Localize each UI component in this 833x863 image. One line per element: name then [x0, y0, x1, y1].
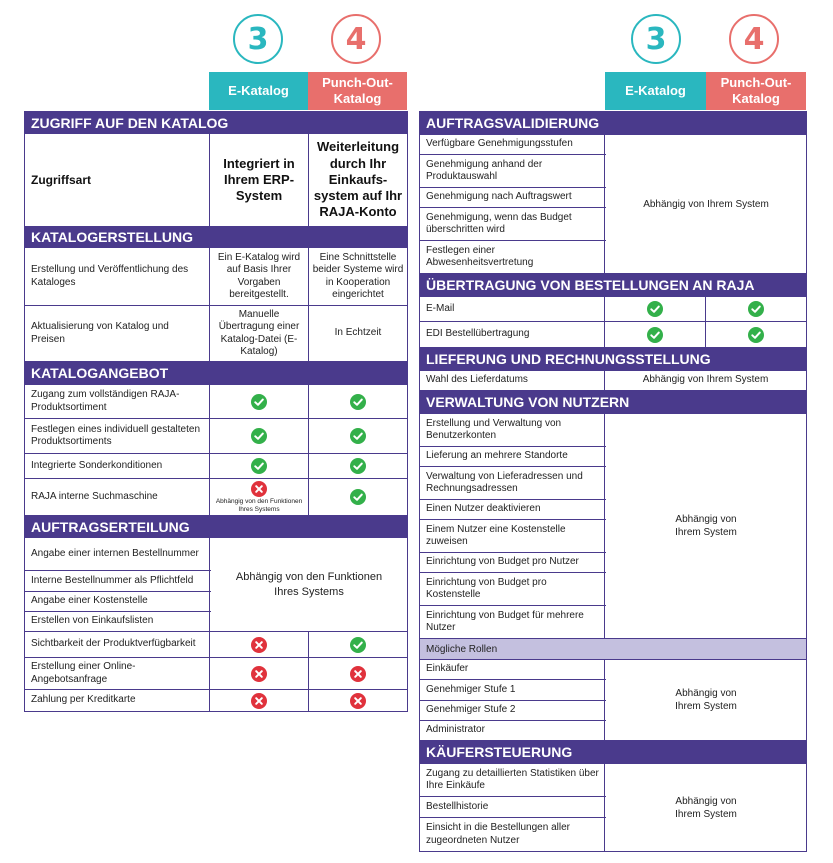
row-label: Integrierte Sonderkonditionen	[25, 454, 210, 478]
row-suchmaschine	[25, 479, 407, 516]
row-label: Angabe einer internen Bestellnummer	[25, 538, 210, 570]
row-sortiment	[25, 385, 407, 419]
row-label: Administrator	[420, 721, 605, 740]
ekatalog-value	[605, 322, 706, 347]
row-label: Festlegen eines individuell gestalteten Produktsortiments	[25, 419, 210, 453]
row-label: Interne Bestellnummer als Pflichtfeld	[25, 571, 210, 591]
row-label: Wahl des Lieferdatums	[420, 371, 605, 390]
punchout-value: Weiterleitung durch Ihr Einkaufs-system auf Ihr RAJA-Konto	[313, 139, 403, 220]
ekatalog-value	[210, 454, 309, 478]
cell-note: Abhängig von den Funktionen Ihres Systems	[215, 498, 303, 513]
check-icon	[350, 458, 366, 474]
row-label: Angabe einer Kostenstelle	[25, 592, 210, 611]
row-label: Genehmigung nach Auftragswert	[420, 188, 605, 207]
check-icon	[350, 394, 366, 410]
row-label: Genehmiger Stufe 2	[420, 701, 605, 720]
row-label: Erstellung und Veröffentlichung des Kataloges	[25, 248, 210, 305]
punchout-value	[309, 419, 407, 453]
col-head-ekatalog-right: E-Katalog	[605, 72, 706, 110]
row-label: E-Mail	[420, 297, 605, 321]
row-edi	[420, 322, 806, 348]
row-label: Genehmiger Stufe 1	[420, 680, 605, 700]
row-label: Einsicht in die Bestellungen aller zugeordneten Nutzer	[420, 818, 605, 851]
row-label: Einrichtung von Budget pro Kostenstelle	[420, 573, 605, 605]
punchout-value	[309, 690, 407, 711]
punchout-value	[309, 658, 407, 689]
cross-icon	[350, 666, 366, 682]
check-icon	[251, 428, 267, 444]
ekatalog-value: Integriert in Ihrem ERP-System	[210, 134, 309, 226]
left-comparison-table	[24, 111, 408, 712]
section-katalogerstellung: KATALOGERSTELLUNG	[25, 227, 407, 248]
badge-3-right: 3	[631, 14, 681, 64]
row-label: Lieferung an mehrere Standorte	[420, 447, 605, 466]
col-head-punchout-left: Punch-Out- Katalog	[308, 72, 407, 110]
badge-4-right: 4	[729, 14, 779, 64]
right-comparison-table	[419, 111, 807, 852]
ekatalog-value	[210, 479, 309, 515]
row-label: Einen Nutzer deaktivieren	[420, 500, 605, 519]
punchout-value	[309, 454, 407, 478]
check-icon	[647, 327, 663, 343]
cross-icon	[251, 637, 267, 653]
section-katalogangebot: KATALOGANGEBOT	[25, 362, 407, 385]
row-angebotsanfrage	[25, 658, 407, 690]
check-icon	[350, 637, 366, 653]
row-erstellung	[25, 248, 407, 306]
row-label: Festlegen einer Abwesenheitsvertretung	[420, 241, 605, 273]
subheader-rollen: Mögliche Rollen	[420, 639, 806, 660]
check-icon	[251, 394, 267, 410]
punchout-value: In Echtzeit	[334, 327, 382, 339]
section-kaeufersteuerung: KÄUFERSTEUERUNG	[420, 741, 806, 764]
row-label: RAJA interne Suchmaschine	[25, 479, 210, 515]
punchout-value	[309, 479, 407, 515]
cross-icon	[251, 693, 267, 709]
cross-icon	[350, 693, 366, 709]
punchout-value	[309, 632, 407, 657]
row-label: Genehmigung, wenn das Budget überschritten wird	[420, 208, 605, 240]
punchout-value	[309, 385, 407, 418]
row-individuell	[25, 419, 407, 454]
row-label: Zugriffsart	[25, 134, 210, 226]
col-head-punchout-right: Punch-Out- Katalog	[706, 72, 806, 110]
row-label: Aktualisierung von Katalog und Preisen	[25, 306, 210, 361]
punchout-value	[706, 297, 806, 321]
row-label: Zahlung per Kreditkarte	[25, 690, 210, 711]
row-label: Erstellen von Einkaufslisten	[25, 612, 210, 631]
check-icon	[647, 301, 663, 317]
merged-kaeufersteuerung: Abhängig von Ihrem System	[606, 764, 806, 851]
merged-rollen: Abhängig von Ihrem System	[606, 660, 806, 740]
check-icon	[748, 327, 764, 343]
check-icon	[350, 489, 366, 505]
ekatalog-value	[605, 297, 706, 321]
ekatalog-value	[210, 632, 309, 657]
section-zugriff: ZUGRIFF AUF DEN KATALOG	[25, 112, 407, 134]
cross-icon	[251, 481, 267, 497]
check-icon	[748, 301, 764, 317]
ekatalog-value	[210, 690, 309, 711]
row-label: Genehmigung anhand der Produktauswahl	[420, 155, 605, 187]
badge-3-left: 3	[233, 14, 283, 64]
row-kreditkarte	[25, 690, 407, 711]
merged-auftragsvalidierung: Abhängig von Ihrem System	[606, 135, 806, 273]
cross-icon	[251, 666, 267, 682]
row-label: Verwaltung von Lieferadressen und Rechnungsadressen	[420, 467, 605, 499]
check-icon	[251, 458, 267, 474]
row-label: Einkäufer	[420, 660, 605, 679]
row-label: Verfügbare Genehmigungsstufen	[420, 135, 605, 154]
row-label: Einem Nutzer eine Kostenstelle zuweisen	[420, 520, 605, 552]
row-label: Einrichtung von Budget für mehrere Nutzer	[420, 606, 605, 638]
row-label: EDI Bestellübertragung	[420, 322, 605, 347]
check-icon	[350, 428, 366, 444]
row-label: Zugang zu detaillierten Statistiken über Ihre Einkäufe	[420, 764, 605, 796]
ekatalog-value	[210, 419, 309, 453]
punchout-value	[706, 322, 806, 347]
merged-auftragserteilung: Abhängig von den Funktionen Ihres Systems	[211, 538, 407, 631]
row-label: Bestellhistorie	[420, 797, 605, 817]
ekatalog-value: Manuelle Übertragung einer Katalog-Datei (E-Katalog)	[210, 306, 309, 361]
row-label: Sichtbarkeit der Produktverfügbarkeit	[25, 632, 210, 657]
section-auftragsvalidierung: AUFTRAGSVALIDIERUNG	[420, 112, 806, 135]
col-head-ekatalog-left: E-Katalog	[209, 72, 308, 110]
punchout-value: Eine Schnittstelle beider Systeme wird in Kooperation eingerichtet	[312, 251, 404, 300]
ekatalog-value	[210, 658, 309, 689]
row-aktualisierung	[25, 306, 407, 362]
row-lieferdatum	[420, 371, 806, 391]
row-label: Erstellung und Verwaltung von Benutzerkonten	[420, 414, 605, 446]
row-email	[420, 297, 806, 322]
ekatalog-value	[210, 385, 309, 418]
section-verwaltung: VERWALTUNG VON NUTZERN	[420, 391, 806, 414]
merged-value: Abhängig von Ihrem System	[642, 374, 769, 386]
row-produktverfuegbarkeit	[25, 632, 407, 658]
row-label: Erstellung einer Online-Angebotsanfrage	[25, 658, 210, 689]
row-zugriffsart	[25, 134, 407, 227]
ekatalog-value: Ein E-Katalog wird auf Basis Ihrer Vorgaben bereitgestellt.	[210, 248, 309, 305]
row-sonderkonditionen	[25, 454, 407, 479]
section-uebertragung: ÜBERTRAGUNG VON BESTELLUNGEN AN RAJA	[420, 274, 806, 297]
section-lieferung: LIEFERUNG UND RECHNUNGSSTELLUNG	[420, 348, 806, 371]
merged-verwaltung: Abhängig von Ihrem System	[606, 414, 806, 638]
row-label: Einrichtung von Budget pro Nutzer	[420, 553, 605, 572]
row-label: Zugang zum vollständigen RAJA-Produktsortiment	[25, 385, 210, 418]
badge-4-left: 4	[331, 14, 381, 64]
section-auftragserteilung: AUFTRAGSERTEILUNG	[25, 516, 407, 538]
